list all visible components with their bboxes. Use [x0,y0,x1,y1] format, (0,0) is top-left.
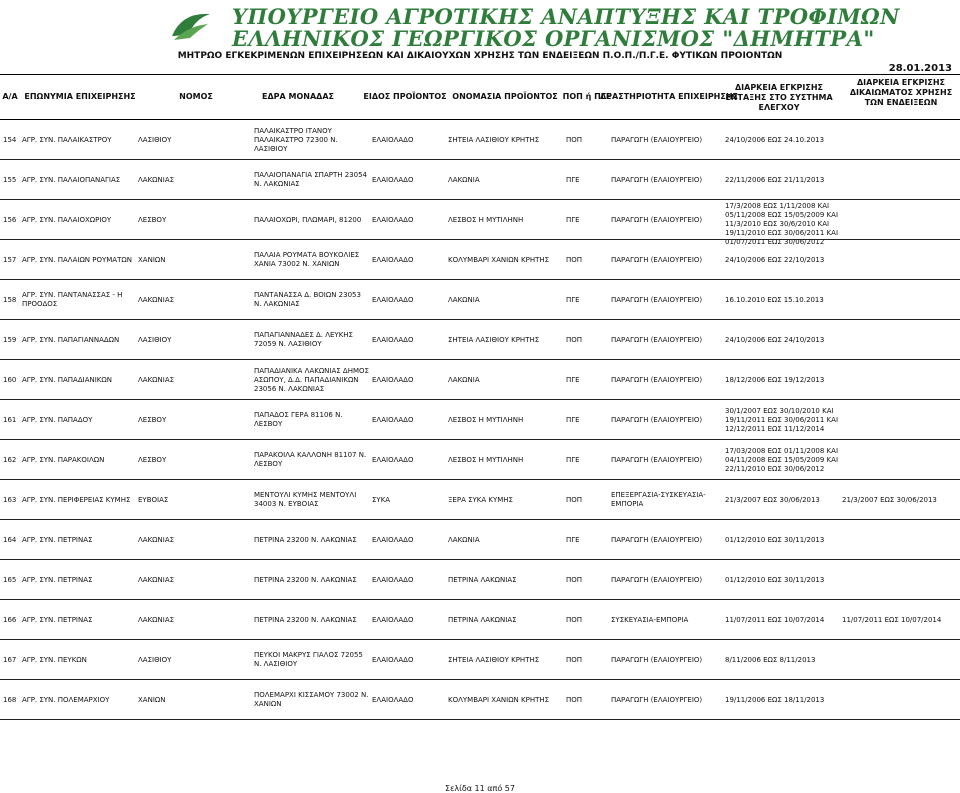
cell-pop: ΠΓΕ [566,536,580,544]
table-row [0,640,960,680]
table-row [0,240,960,280]
header-entaxi: ΔΙΑΡΚΕΙΑ ΕΓΚΡΙΣΗΣ ΕΝΤΑΞΗΣ ΣΤΟ ΣΥΣΤΗΜΑ ΕΛΕΓΧΟΥ [725,83,833,112]
table-row [0,200,960,246]
cell-eidos: ΕΛΑΙΟΛΑΔΟ [372,296,414,304]
cell-aa: 154 [3,136,17,144]
cell-drast: ΠΑΡΑΓΩΓΗ (ΕΛΑΙΟΥΡΓΕΙΟ) [611,176,703,184]
cell-aa: 163 [3,496,17,504]
cell-entaxi: 01/12/2010 ΕΩΣ 30/11/2013 [725,576,825,584]
cell-eidos: ΕΛΑΙΟΛΑΔΟ [372,216,414,224]
cell-drast: ΕΠΕΞΕΡΓΑΣΙΑ-ΣΥΣΚΕΥΑΣΙΑ-ΕΜΠΟΡΙΑ [611,491,706,508]
cell-pop: ΠΓΕ [566,176,580,184]
cell-entaxi: 18/12/2006 ΕΩΣ 19/12/2013 [725,376,825,384]
table-row [0,680,960,720]
table-row [0,560,960,600]
header-edra: ΕΔΡΑ ΜΟΝΑΔΑΣ [262,92,334,101]
cell-pop: ΠΟΠ [566,336,583,344]
cell-onomasia: ΛΑΚΩΝΙΑ [448,376,480,384]
cell-drast: ΠΑΡΑΓΩΓΗ (ΕΛΑΙΟΥΡΓΕΙΟ) [611,216,703,224]
header-eidos: ΕΙΔΟΣ ΠΡΟΪΟΝΤΟΣ [363,92,447,101]
cell-nomos: ΛΑΚΩΝΙΑΣ [138,616,175,624]
cell-eidos: ΕΛΑΙΟΛΑΔΟ [372,536,414,544]
cell-drast: ΣΥΣΚΕΥΑΣΙΑ-ΕΜΠΟΡΙΑ [611,616,689,624]
cell-edra: ΠΑΛΑΙΚΑΣΤΡΟ ΙΤΑΝΟΥ ΠΑΛΑΙΚΑΣΤΡΟ 72300 Ν. ΛΑΣΙΘΙΟΥ [254,127,338,153]
cell-entaxi: 01/12/2010 ΕΩΣ 30/11/2013 [725,536,825,544]
table-row [0,440,960,480]
cell-aa: 165 [3,576,17,584]
cell-name: ΑΓΡ. ΣΥΝ. ΠΕΡΙΦΕΡΕΙΑΣ ΚΥΜΗΣ [22,496,131,504]
page-footer: Σελίδα 11 από 57 [445,784,515,793]
cell-aa: 159 [3,336,17,344]
cell-drast: ΠΑΡΑΓΩΓΗ (ΕΛΑΙΟΥΡΓΕΙΟ) [611,296,703,304]
cell-edra: ΠΑΛΑΙΟΧΩΡΙ, ΠΛΩΜΑΡΙ, 81200 [254,216,362,224]
cell-onomasia: ΚΟΛΥΜΒΑΡΙ ΧΑΝΙΩΝ ΚΡΗΤΗΣ [448,256,550,264]
cell-eidos: ΕΛΑΙΟΛΑΔΟ [372,416,414,424]
cell-entaxi: 24/10/2006 ΕΩΣ 24/10/2013 [725,336,825,344]
cell-edra: ΠΕΤΡΙΝΑ 23200 Ν. ΛΑΚΩΝΙΑΣ [254,576,357,584]
cell-onomasia: ΛΑΚΩΝΙΑ [448,176,480,184]
cell-entaxi: 17/03/2008 ΕΩΣ 01/11/2008 ΚΑΙ 04/11/2008 ΕΩΣ 15/05/2009 ΚΑΙ 22/11/2010 ΕΩΣ 30/06/2012 [725,447,839,473]
cell-pop: ΠΟΠ [566,136,583,144]
cell-edra: ΠΕΥΚΟΙ ΜΑΚΡΥΣ ΓΙΑΛΟΣ 72055 Ν. ΛΑΣΙΘΙΟΥ [254,651,363,668]
cell-aa: 157 [3,256,17,264]
cell-name: ΑΓΡ. ΣΥΝ. ΠΑΠΑΔΙΑΝΙΚΩΝ [22,376,112,384]
header-aa: Α/Α [2,92,18,101]
cell-aa: 161 [3,416,17,424]
cell-entaxi: 16.10.2010 ΕΩΣ 15.10.2013 [725,296,824,304]
cell-eidos: ΕΛΑΙΟΛΑΔΟ [372,136,414,144]
cell-edra: ΠΑΠΑΓΙΑΝΝΑΔΕΣ Δ. ΛΕΥΚΗΣ 72059 Ν. ΛΑΣΙΘΙΟΥ [254,331,353,348]
cell-pop: ΠΓΕ [566,296,580,304]
cell-name: ΑΓΡ. ΣΥΝ. ΠΑΛΑΙΟΧΩΡΙΟΥ [22,216,112,224]
cell-nomos: ΛΑΚΩΝΙΑΣ [138,176,175,184]
cell-edra: ΠΑΡΑΚΟΙΛΑ ΚΑΛΛΟΝΗ 81107 Ν. ΛΕΣΒΟΥ [254,451,367,468]
cell-onomasia: ΣΗΤΕΙΑ ΛΑΣΙΘΙΟΥ ΚΡΗΤΗΣ [448,656,540,664]
cell-nomos: ΛΑΣΙΘΙΟΥ [138,136,172,144]
table-row [0,520,960,560]
cell-entaxi: 30/1/2007 ΕΩΣ 30/10/2010 ΚΑΙ 19/11/2011 ΕΩΣ 30/06/2011 ΚΑΙ 12/12/2011 ΕΩΣ 11/12/2014 [725,407,839,433]
cell-name: ΑΓΡ. ΣΥΝ. ΠΕΤΡΙΝΑΣ [22,616,93,624]
cell-name: ΑΓΡ. ΣΥΝ. ΠΑΛΑΙΩΝ ΡΟΥΜΑΤΩΝ [22,256,132,264]
cell-pop: ΠΟΠ [566,616,583,624]
cell-onomasia: ΛΕΣΒΟΣ Η ΜΥΤΙΛΗΝΗ [448,416,524,424]
cell-aa: 155 [3,176,17,184]
cell-eidos: ΕΛΑΙΟΛΑΔΟ [372,656,414,664]
cell-name: ΑΓΡ. ΣΥΝ. ΠΕΤΡΙΝΑΣ [22,536,93,544]
cell-onomasia: ΠΕΤΡΙΝΑ ΛΑΚΩΝΙΑΣ [448,576,517,584]
header-onomasia: ΟΝΟΜΑΣΙΑ ΠΡΟΪΟΝΤΟΣ [452,92,558,101]
cell-pop: ΠΟΠ [566,656,583,664]
table-row [0,280,960,320]
cell-nomos: ΧΑΝΙΩΝ [138,696,166,704]
cell-pop: ΠΟΠ [566,496,583,504]
header-pop: ΠΟΠ ή ΠΓΕ [562,92,612,101]
cell-name: ΑΓΡ. ΣΥΝ. ΠΑΠΑΓΙΑΝΝΑΔΩΝ [22,336,120,344]
cell-name: ΑΓΡ. ΣΥΝ. ΠΟΛΕΜΑΡΧΙΟΥ [22,696,110,704]
cell-eidos: ΕΛΑΙΟΛΑΔΟ [372,256,414,264]
cell-edra: ΜΕΝΤΟΥΛΙ ΚΥΜΗΣ ΜΕΝΤΟΥΛΙ 34003 Ν. ΕΥΒΟΙΑΣ [254,491,357,508]
cell-drast: ΠΑΡΑΓΩΓΗ (ΕΛΑΙΟΥΡΓΕΙΟ) [611,136,703,144]
cell-edra: ΠΑΠΑΔΟΣ ΓΕΡΑ 81106 Ν. ΛΕΣΒΟΥ [254,411,343,428]
cell-aa: 167 [3,656,17,664]
cell-entaxi: 17/3/2008 ΕΩΣ 1/11/2008 ΚΑΙ 05/11/2008 ΕΩΣ 15/05/2009 ΚΑΙ 11/3/2010 ΕΩΣ 30/6/2010 ΚΑΙ 19/11/2010 ΕΩΣ 30/06/2011 ΚΑΙ 01/07/2011 ΕΩΣ 30/06/2012 [725,202,839,246]
cell-eidos: ΣΥΚΑ [372,496,391,504]
cell-nomos: ΛΕΣΒΟΥ [138,416,167,424]
header-nomos: ΝΟΜΟΣ [179,92,213,101]
cell-nomos: ΕΥΒΟΙΑΣ [138,496,169,504]
cell-nomos: ΛΕΣΒΟΥ [138,216,167,224]
cell-edra: ΠΑΠΑΔΙΑΝΙΚΑ ΛΑΚΩΝΙΑΣ ΔΗΜΟΣ ΑΣΩΠΟΥ, Δ.Δ. ΠΑΠΑΔΙΑΝΙΚΩΝ 23056 Ν. ΛΑΚΩΝΙΑΣ [254,367,369,393]
cell-aa: 166 [3,616,17,624]
cell-eidos: ΕΛΑΙΟΛΑΔΟ [372,376,414,384]
cell-pop: ΠΟΠ [566,576,583,584]
cell-pop: ΠΟΠ [566,696,583,704]
cell-pop: ΠΓΕ [566,416,580,424]
cell-eidos: ΕΛΑΙΟΛΑΔΟ [372,616,414,624]
cell-nomos: ΛΑΚΩΝΙΑΣ [138,536,175,544]
cell-aa: 164 [3,536,17,544]
cell-entaxi: 19/11/2006 ΕΩΣ 18/11/2013 [725,696,825,704]
ministry-logo [168,6,214,44]
cell-name: ΑΓΡ. ΣΥΝ. ΠΑΛΑΙΟΠΑΝΑΓΙΑΣ [22,176,121,184]
cell-nomos: ΛΑΣΙΘΙΟΥ [138,336,172,344]
table-row [0,360,960,400]
cell-onomasia: ΠΕΤΡΙΝΑ ΛΑΚΩΝΙΑΣ [448,616,517,624]
cell-entaxi: 22/11/2006 ΕΩΣ 21/11/2013 [725,176,825,184]
cell-name: ΑΓΡ. ΣΥΝ. ΠΑΝΤΑΝΑΣΣΑΣ - Η ΠΡΟΟΔΟΣ [22,291,123,308]
table-row [0,400,960,440]
cell-aa: 162 [3,456,17,464]
org-title-line1: ΥΠΟΥΡΓΕΙΟ ΑΓΡΟΤΙΚΗΣ ΑΝΑΠΤΥΞΗΣ ΚΑΙ ΤΡΟΦΙΜΩΝ [232,4,900,29]
table-row [0,320,960,360]
cell-edra: ΠΕΤΡΙΝΑ 23200 Ν. ΛΑΚΩΝΙΑΣ [254,536,357,544]
cell-pop: ΠΓΕ [566,216,580,224]
cell-pop: ΠΟΠ [566,256,583,264]
cell-onomasia: ΛΑΚΩΝΙΑ [448,536,480,544]
cell-aa: 168 [3,696,17,704]
cell-drast: ΠΑΡΑΓΩΓΗ (ΕΛΑΙΟΥΡΓΕΙΟ) [611,336,703,344]
cell-name: ΑΓΡ. ΣΥΝ. ΠΑΠΑΔΟΥ [22,416,93,424]
cell-drast: ΠΑΡΑΓΩΓΗ (ΕΛΑΙΟΥΡΓΕΙΟ) [611,376,703,384]
table-row [0,120,960,160]
cell-aa: 160 [3,376,17,384]
cell-drast: ΠΑΡΑΓΩΓΗ (ΕΛΑΙΟΥΡΓΕΙΟ) [611,456,703,464]
cell-eidos: ΕΛΑΙΟΛΑΔΟ [372,336,414,344]
cell-xrisi: 11/07/2011 ΕΩΣ 10/07/2014 [842,616,942,624]
cell-nomos: ΛΑΚΩΝΙΑΣ [138,296,175,304]
cell-name: ΑΓΡ. ΣΥΝ. ΠΕΥΚΩΝ [22,656,87,664]
cell-edra: ΠΟΛΕΜΑΡΧΙ ΚΙΣΣΑΜΟΥ 73002 Ν. ΧΑΝΙΩΝ [254,691,369,708]
cell-entaxi: 8/11/2006 ΕΩΣ 8/11/2013 [725,656,816,664]
cell-entaxi: 24/10/2006 ΕΩΣ 24.10.2013 [725,136,825,144]
org-title-line2: ΕΛΛΗΝΙΚΟΣ ΓΕΩΡΓΙΚΟΣ ΟΡΓΑΝΙΣΜΟΣ "ΔΗΜΗΤΡΑ" [232,26,875,51]
cell-onomasia: ΞΕΡΑ ΣΥΚΑ ΚΥΜΗΣ [448,496,513,504]
cell-eidos: ΕΛΑΙΟΛΑΔΟ [372,576,414,584]
cell-aa: 158 [3,296,17,304]
cell-name: ΑΓΡ. ΣΥΝ. ΠΑΡΑΚΟΙΛΩΝ [22,456,105,464]
cell-drast: ΠΑΡΑΓΩΓΗ (ΕΛΑΙΟΥΡΓΕΙΟ) [611,536,703,544]
cell-name: ΑΓΡ. ΣΥΝ. ΠΑΛΑΙΚΑΣΤΡΟΥ [22,136,112,144]
cell-edra: ΠΕΤΡΙΝΑ 23200 Ν. ΛΑΚΩΝΙΑΣ [254,616,357,624]
cell-nomos: ΛΑΣΙΘΙΟΥ [138,656,172,664]
cell-onomasia: ΛΕΣΒΟΣ Η ΜΥΤΙΛΗΝΗ [448,216,524,224]
cell-onomasia: ΣΗΤΕΙΑ ΛΑΣΙΘΙΟΥ ΚΡΗΤΗΣ [448,136,540,144]
cell-edra: ΠΑΛΑΙΑ ΡΟΥΜΑΤΑ ΒΟΥΚΟΛΙΕΣ ΧΑΝΙΑ 73002 Ν. ΧΑΝΙΩΝ [254,251,360,268]
cell-drast: ΠΑΡΑΓΩΓΗ (ΕΛΑΙΟΥΡΓΕΙΟ) [611,256,703,264]
table-row [0,600,960,640]
cell-edra: ΠΑΝΤΑΝΑΣΣΑ Δ. ΒΟΙΩΝ 23053 Ν. ΛΑΚΩΝΙΑΣ [254,291,361,308]
registry-subtitle: ΜΗΤΡΩΟ ΕΓΚΕΚΡΙΜΕΝΩΝ ΕΠΙΧΕΙΡΗΣΕΩΝ ΚΑΙ ΔΙΚΑΙΟΥΧΩΝ ΧΡΗΣΗΣ ΤΩΝ ΕΝΔΕΙΞΕΩΝ Π.Ο.Π./Π.Γ.Ε. ΦΥΤΙΚΩΝ ΠΡΟΙΟΝΤΩΝ [177,51,783,61]
row-divider [0,719,960,720]
header-xrisi: ΔΙΑΡΚΕΙΑ ΕΓΚΡΙΣΗΣ ΔΙΚΑΙΩΜΑΤΟΣ ΧΡΗΣΗΣ ΤΩΝ ΕΝΔΕΙΞΕΩΝ [849,78,953,107]
table-row [0,160,960,200]
cell-pop: ΠΓΕ [566,376,580,384]
cell-eidos: ΕΛΑΙΟΛΑΔΟ [372,456,414,464]
cell-onomasia: ΚΟΛΥΜΒΑΡΙ ΧΑΝΙΩΝ ΚΡΗΤΗΣ [448,696,550,704]
table-row [0,480,960,520]
cell-onomasia: ΛΑΚΩΝΙΑ [448,296,480,304]
cell-edra: ΠΑΛΑΙΟΠΑΝΑΓΙΑ ΣΠΑΡΤΗ 23054 Ν. ΛΑΚΩΝΙΑΣ [254,171,367,188]
cell-nomos: ΛΕΣΒΟΥ [138,456,167,464]
header-name: ΕΠΩΝΥΜΙΑ ΕΠΙΧΕΙΡΗΣΗΣ [24,92,136,101]
cell-nomos: ΛΑΚΩΝΙΑΣ [138,376,175,384]
cell-drast: ΠΑΡΑΓΩΓΗ (ΕΛΑΙΟΥΡΓΕΙΟ) [611,416,703,424]
cell-xrisi: 21/3/2007 ΕΩΣ 30/06/2013 [842,496,937,504]
cell-eidos: ΕΛΑΙΟΛΑΔΟ [372,696,414,704]
cell-nomos: ΧΑΝΙΩΝ [138,256,166,264]
table-header [0,74,960,120]
cell-aa: 156 [3,216,17,224]
cell-nomos: ΛΑΚΩΝΙΑΣ [138,576,175,584]
cell-entaxi: 11/07/2011 ΕΩΣ 10/07/2014 [725,616,825,624]
cell-eidos: ΕΛΑΙΟΛΑΔΟ [372,176,414,184]
document-date: 28.01.2013 [888,63,952,74]
cell-entaxi: 21/3/2007 ΕΩΣ 30/06/2013 [725,496,820,504]
cell-onomasia: ΣΗΤΕΙΑ ΛΑΣΙΘΙΟΥ ΚΡΗΤΗΣ [448,336,540,344]
cell-pop: ΠΓΕ [566,456,580,464]
cell-entaxi: 24/10/2006 ΕΩΣ 22/10/2013 [725,256,825,264]
cell-drast: ΠΑΡΑΓΩΓΗ (ΕΛΑΙΟΥΡΓΕΙΟ) [611,696,703,704]
cell-drast: ΠΑΡΑΓΩΓΗ (ΕΛΑΙΟΥΡΓΕΙΟ) [611,576,703,584]
cell-onomasia: ΛΕΣΒΟΣ Η ΜΥΤΙΛΗΝΗ [448,456,524,464]
cell-drast: ΠΑΡΑΓΩΓΗ (ΕΛΑΙΟΥΡΓΕΙΟ) [611,656,703,664]
header-drast: ΔΡΑΣΤΗΡΙΟΤΗΤΑ ΕΠΙΧΕΙΡΗΣΗΣ [599,92,739,101]
cell-name: ΑΓΡ. ΣΥΝ. ΠΕΤΡΙΝΑΣ [22,576,93,584]
